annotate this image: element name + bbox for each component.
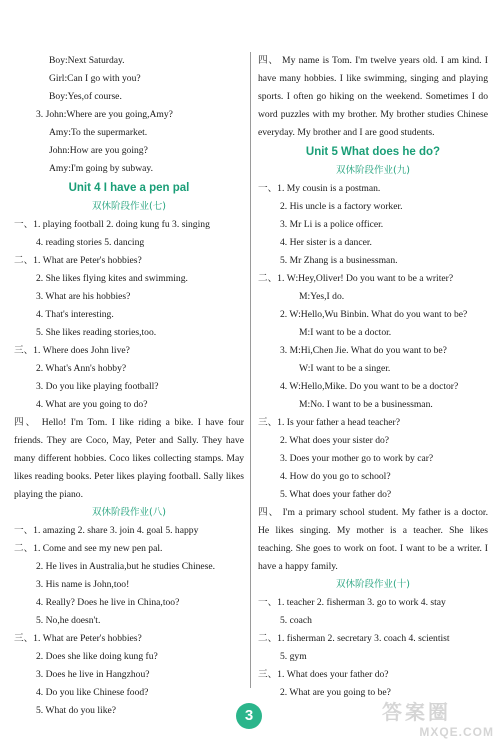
answer-paragraph: 四、 I'm a primary school student. My father is a doctor. He likes singing. My mother is a teacher. She likes teaching. She goes to work on foot. I want to be a writer. I have a happy family. <box>258 507 488 572</box>
answer-line: 3. M:Hi,Chen Jie. What do you want to be? <box>280 345 447 356</box>
answer-line: 3. What are his hobbies? <box>36 291 131 302</box>
answer-line: 二、1. W:Hey,Oliver! Do you want to be a writer? <box>258 273 454 284</box>
unit-title: Unit 5 What does he do? <box>305 146 441 158</box>
answer-paragraph: 四、 Hello! I'm Tom. I like riding a bike. I have four friends. They are Coco, May, Peter and Sally. They have many different hobbies. Coco likes collecting stamps. May likes reading books. Peter likes playing football. Sally likes playing the piano. <box>14 417 244 500</box>
answer-line: 三、1. Where does John live? <box>14 345 130 356</box>
section-heading: 双休阶段作业(九) <box>336 165 410 176</box>
answer-line: 3. Does he live in Hangzhou? <box>36 669 150 680</box>
answer-line: 三、1. What does your father do? <box>258 669 389 680</box>
answer-line: 4. W:Hello,Mike. Do you want to be a doctor? <box>280 381 459 392</box>
answer-line: M:I want to be a doctor. <box>299 327 392 338</box>
answer-line: 5. What does your father do? <box>280 489 392 500</box>
answer-line: 一、1. teacher 2. fisherman 3. go to work 4. stay <box>258 597 446 608</box>
answer-line: 2. What does your sister do? <box>280 435 390 446</box>
answer-line: Girl:Can I go with you? <box>49 73 141 84</box>
answer-line: 2. His uncle is a factory worker. <box>280 201 403 212</box>
answer-line: 4. How do you go to school? <box>280 471 391 482</box>
answer-line: 一、1. amazing 2. share 3. join 4. goal 5. happy <box>14 525 199 536</box>
left-column <box>14 52 244 720</box>
answer-line: 2. He lives in Australia,but he studies Chinese. <box>36 561 216 572</box>
answer-line: 2. What's Ann's hobby? <box>36 363 127 374</box>
answer-line: 二、1. Come and see my new pen pal. <box>14 543 163 554</box>
answer-line: 三、1. What are Peter's hobbies? <box>14 633 142 644</box>
answer-line: 3. John:Where are you going,Amy? <box>36 109 173 120</box>
answer-paragraph: 四、 My name is Tom. I'm twelve years old. I am kind. I have many hobbies. I like swimming, singing and playing sports. I often go hiking on the weekend. Sometimes I do word puzzles with my brother. My brother studies Chinese everyday. My brother and I are good students. <box>258 55 488 138</box>
answer-line: 2. W:Hello,Wu Binbin. What do you want to be? <box>280 309 468 320</box>
answer-line: M:Yes,I do. <box>299 291 345 302</box>
answer-line: 5. gym <box>280 651 307 662</box>
page-number: 3 <box>236 703 262 729</box>
answer-line: 3. His name is John,too! <box>36 579 130 590</box>
answer-line: 4. reading stories 5. dancing <box>36 237 145 248</box>
section-heading: 双休阶段作业(八) <box>92 507 166 518</box>
answer-line: 3. Does your mother go to work by car? <box>280 453 434 464</box>
answer-line: 4. Really? Does he live in China,too? <box>36 597 180 608</box>
watermark-text: 答案圈 <box>382 700 451 724</box>
answer-line: Amy:I'm going by subway. <box>49 163 153 174</box>
answer-line: 4. Do you like Chinese food? <box>36 687 149 698</box>
unit-title: Unit 4 I have a pen pal <box>68 182 190 194</box>
answer-line: 三、1. Is your father a head teacher? <box>258 417 400 428</box>
answer-line: W:I want to be a singer. <box>299 363 391 374</box>
section-heading: 双休阶段作业(十) <box>336 579 410 590</box>
answer-line: Amy:To the supermarket. <box>49 127 148 138</box>
answer-line: 二、1. fisherman 2. secretary 3. coach 4. scientist <box>258 633 450 644</box>
answer-line: 2. What are you going to be? <box>280 687 391 698</box>
answer-line: 一、1. playing football 2. doing kung fu 3. singing <box>14 219 210 230</box>
answer-line: Boy:Yes,of course. <box>49 91 122 102</box>
answer-line: M:No. I want to be a businessman. <box>299 399 433 410</box>
section-heading: 双休阶段作业(七) <box>92 201 166 212</box>
answer-line: 5. What do you like? <box>36 705 117 716</box>
answer-line: 4. Her sister is a dancer. <box>280 237 372 248</box>
answer-line: John:How are you going? <box>49 145 148 156</box>
answer-line: 4. That's interesting. <box>36 309 114 320</box>
answer-line: 3. Mr Li is a police officer. <box>280 219 384 230</box>
right-column <box>258 52 488 702</box>
watermark-site: MXQE.COM <box>419 725 494 739</box>
answer-line: 4. What are you going to do? <box>36 399 148 410</box>
answer-line: 3. Do you like playing football? <box>36 381 159 392</box>
answer-line: 二、1. What are Peter's hobbies? <box>14 255 142 266</box>
answer-line: 5. No,he doesn't. <box>36 615 101 626</box>
answer-line: 2. Does she like doing kung fu? <box>36 651 158 662</box>
answer-line: 2. She likes flying kites and swimming. <box>36 273 188 284</box>
answer-line: 一、1. My cousin is a postman. <box>258 183 381 194</box>
column-divider <box>250 52 251 688</box>
answer-line: Boy:Next Saturday. <box>49 55 125 66</box>
watermark-logo <box>382 696 494 742</box>
answer-line: 5. coach <box>280 615 312 626</box>
answer-line: 5. Mr Zhang is a businessman. <box>280 255 398 266</box>
answer-line: 5. She likes reading stories,too. <box>36 327 157 338</box>
